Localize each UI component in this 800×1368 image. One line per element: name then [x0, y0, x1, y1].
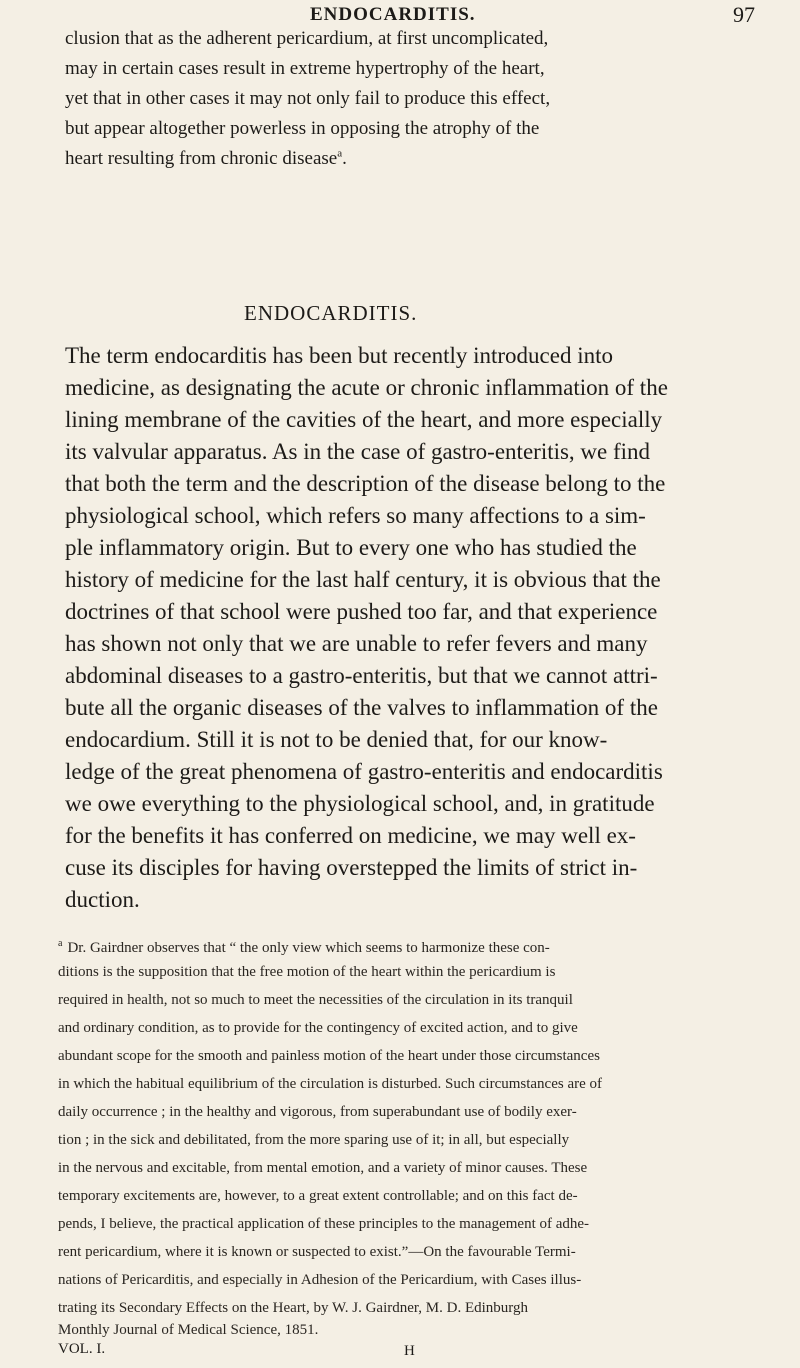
intro-line-4: but appear altogether powerless in opposing the atrophy of the: [65, 118, 540, 139]
intro-line-2: may in certain cases result in extreme hypertrophy of the heart,: [65, 58, 545, 79]
intro-line-1: clusion that as the adherent pericardium, at first uncomplicated,: [65, 28, 549, 49]
intro-line-5-text: heart resulting from chronic disease: [65, 148, 338, 169]
footnote-line-14: trating its Secondary Effects on the Heart, by W. J. Gairdner, M. D. Edinburgh: [58, 1300, 529, 1316]
body-line-17: cuse its disciples for having overstepped the limits of strict in-: [65, 855, 638, 880]
footnote-marker: a: [58, 938, 63, 949]
footnote-line-1: [58, 934, 770, 958]
body-line-6: physiological school, which refers so many affections to a sim-: [65, 503, 646, 528]
body-line-7: ple inflammatory origin. But to every one who has studied the: [65, 535, 637, 560]
body-line-18: duction.: [65, 887, 140, 912]
running-head: ENDOCARDITIS.: [310, 4, 476, 25]
body-line-12: bute all the organic diseases of the valves to inflammation of the: [65, 695, 658, 720]
footnote-line-3: required in health, not so much to meet the necessities of the circulation in its tranquil: [58, 992, 573, 1008]
intro-line-5-period: .: [342, 148, 347, 169]
body-line-9: doctrines of that school were pushed too far, and that experience: [65, 599, 658, 624]
body-line-4: its valvular apparatus. As in the case of gastro-enteritis, we find: [65, 439, 651, 464]
footnote-line-2: ditions is the supposition that the free motion of the heart within the pericardium is: [58, 964, 556, 980]
footnote-line-8: tion ; in the sick and debilitated, from the more sparing use of it; in all, but especially: [58, 1132, 570, 1148]
body-line-13: endocardium. Still it is not to be denied that, for our know-: [65, 727, 608, 752]
signature-mark: H: [404, 1343, 415, 1359]
footnote-line-4: and ordinary condition, as to provide for the contingency of excited action, and to give: [58, 1020, 578, 1036]
body-line-5: that both the term and the description of the disease belong to the: [65, 471, 666, 496]
footnote-line-13: nations of Pericarditis, and especially in Adhesion of the Pericardium, with Cases illus-: [58, 1272, 582, 1288]
footnote-line-10: temporary excitements are, however, to a great extent controllable; and on this fact de-: [58, 1188, 578, 1204]
footnote-reference: a: [337, 147, 343, 160]
body-line-8: history of medicine for the last half century, it is obvious that the: [65, 567, 661, 592]
section-title: ENDOCARDITIS.: [244, 301, 418, 325]
footnote-line-11: pends, I believe, the practical application of these principles to the management of adhe-: [58, 1216, 590, 1232]
body-line-3: lining membrane of the cavities of the heart, and more especially: [65, 407, 663, 432]
page-number: 97: [733, 2, 755, 27]
footnote-line-12: rent pericardium, where it is known or suspected to exist.”—On the favourable Termi-: [58, 1244, 576, 1260]
body-line-10: has shown not only that we are unable to refer fevers and many: [65, 631, 648, 656]
body-line-11: abdominal diseases to a gastro-enteritis, but that we cannot attri-: [65, 663, 658, 688]
body-line-15: we owe everything to the physiological school, and, in gratitude: [65, 791, 655, 816]
body-line-14: ledge of the great phenomena of gastro-enteritis and endocarditis: [65, 759, 663, 784]
intro-line-3: yet that in other cases it may not only fail to produce this effect,: [65, 88, 551, 109]
footnote-line-1-text: Dr. Gairdner observes that “ the only view which seems to harmonize these con-: [67, 940, 550, 956]
intro-line-5: [65, 147, 763, 171]
footnote-line-5: abundant scope for the smooth and painless motion of the heart under those circumstances: [58, 1048, 600, 1064]
body-line-1: The term endocarditis has been but recently introduced into: [65, 343, 613, 368]
footnote-line-9: in the nervous and excitable, from mental emotion, and a variety of minor causes. These: [58, 1160, 588, 1176]
footnote-line-7: daily occurrence ; in the healthy and vigorous, from superabundant use of bodily exer-: [58, 1104, 577, 1120]
footnote-line-15: Monthly Journal of Medical Science, 1851.: [58, 1322, 319, 1338]
body-line-2: medicine, as designating the acute or chronic inflammation of the: [65, 375, 668, 400]
body-line-16: for the benefits it has conferred on medicine, we may well ex-: [65, 823, 636, 848]
volume-label: VOL. I.: [58, 1341, 106, 1357]
footnote-line-6: in which the habitual equilibrium of the circulation is disturbed. Such circumstances are of: [58, 1076, 603, 1092]
